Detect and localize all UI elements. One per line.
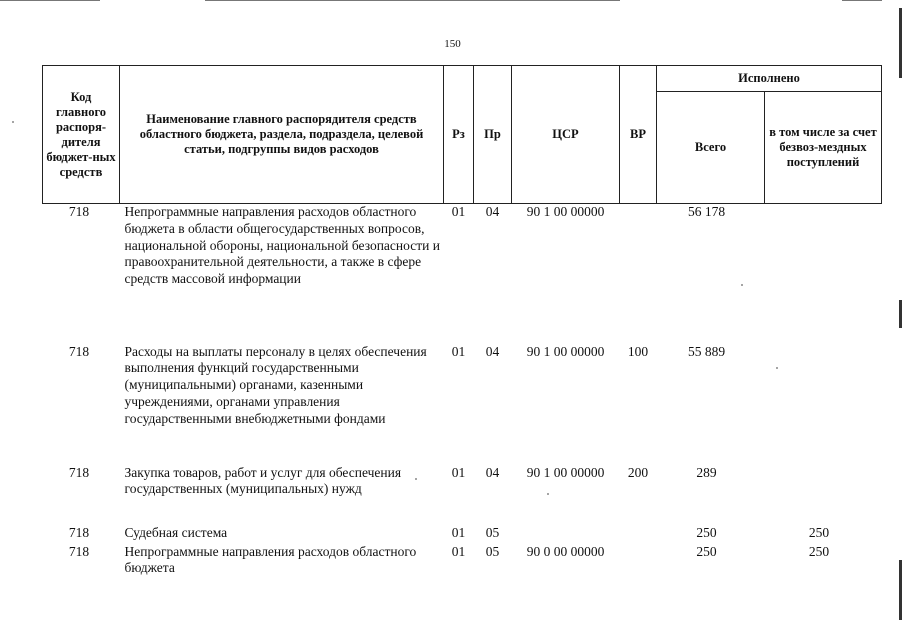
scan-edge-line (205, 0, 620, 1)
cell-code: 718 (68, 204, 90, 219)
cell-total: 55 889 (687, 343, 726, 359)
cell-name: Непрограммные направления расходов областного бюджета (124, 543, 417, 576)
cell-pr: 05 (485, 543, 500, 559)
cell-gratuitous (765, 204, 882, 344)
cell-csr: 90 1 00 00000 (526, 204, 605, 219)
cell-gratuitous: 250 (808, 543, 830, 559)
header-code: Код главного распоря-дителя бюджет-ных средств (43, 66, 120, 204)
table-row (43, 204, 882, 344)
cell-vr: 100 (627, 343, 649, 359)
table-row (43, 544, 882, 584)
cell-gratuitous: 250 (808, 524, 830, 540)
cell-name: Расходы на выплаты персоналу в целях обеспечения выполнения функций государственными (муниципальными) органами, казенными учреждениями, органами управления государственными внебюджетными фондами (124, 343, 427, 426)
cell-vr (620, 204, 657, 344)
page-number: 150 (444, 38, 461, 50)
cell-pr: 04 (485, 204, 500, 219)
budget-table (42, 65, 882, 584)
scan-edge-line (0, 0, 100, 1)
cell-csr: 90 0 00 00000 (526, 543, 605, 559)
cell-pr: 04 (485, 464, 500, 480)
cell-code: 718 (68, 464, 90, 480)
cell-gratuitous (765, 465, 882, 525)
cell-code: 718 (68, 543, 90, 559)
header-executed: Исполнено (657, 66, 882, 92)
cell-pr: 04 (485, 343, 500, 359)
table-header (43, 66, 882, 204)
table-row (43, 344, 882, 465)
cell-csr (512, 525, 620, 544)
scan-edge-mark (899, 300, 902, 328)
cell-name: Судебная система (124, 524, 228, 540)
cell-code: 718 (68, 524, 90, 540)
cell-rz: 01 (451, 204, 466, 219)
cell-rz: 01 (451, 464, 466, 480)
cell-vr: 200 (627, 464, 649, 480)
table-row (43, 525, 882, 544)
cell-vr (620, 544, 657, 584)
scan-edge-line (842, 0, 882, 1)
cell-rz: 01 (451, 524, 466, 540)
cell-total: 250 (696, 524, 717, 540)
cell-csr: 90 1 00 00000 (526, 343, 605, 359)
header-vr: ВР (620, 66, 657, 204)
cell-name: Закупка товаров, работ и услуг для обеспечения государственных (муниципальных) нужд (124, 464, 402, 497)
cell-csr: 90 1 00 00000 (526, 464, 605, 480)
header-total: Всего (657, 92, 765, 204)
cell-code: 718 (68, 343, 90, 359)
table-body (43, 204, 882, 584)
cell-rz: 01 (451, 343, 466, 359)
cell-gratuitous (765, 344, 882, 465)
cell-name: Непрограммные направления расходов областного бюджета в области общегосударственных вопросов, национальной обороны, национальной безопасности и правоохранительной деятельности, а также в сфере средств массовой информации (124, 204, 440, 287)
header-csr: ЦСР (512, 66, 620, 204)
cell-total: 289 (696, 464, 717, 480)
cell-vr (620, 525, 657, 544)
header-rz: Рз (444, 66, 474, 204)
cell-rz: 01 (451, 543, 466, 559)
header-gratuitous: в том числе за счет безвоз-мездных поступлений (765, 92, 882, 204)
header-name: Наименование главного распорядителя средств областного бюджета, раздела, подраздела, целевой статьи, подгруппы видов расходов (120, 66, 444, 204)
scan-edge-mark (899, 560, 902, 620)
header-pr: Пр (474, 66, 512, 204)
scan-speck (12, 121, 14, 123)
cell-total: 250 (696, 543, 717, 559)
table-row (43, 465, 882, 525)
cell-pr: 05 (485, 524, 500, 540)
cell-total: 56 178 (687, 204, 726, 219)
